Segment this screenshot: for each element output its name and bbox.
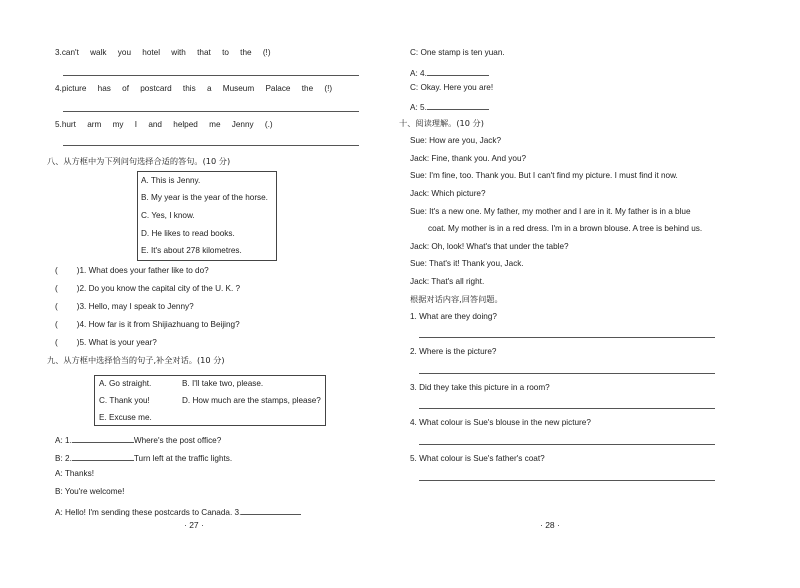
question-row (55, 338, 157, 347)
option-e: E. Excuse me. (99, 413, 152, 422)
answer-paren-open[interactable]: ( (55, 302, 58, 311)
question-text: )5. What is your year? (76, 338, 157, 347)
reading-line: Sue: It's a new one. My father, my mother and I are in it. My father is in a blue (410, 207, 691, 216)
reading-question-4: 4. What colour is Sue's blouse in the new picture? (410, 418, 591, 427)
section-10-title: 十、阅读理解。(10 分) (399, 118, 484, 128)
question-row (55, 320, 240, 329)
reading-line: Jack: That's all right. (410, 277, 485, 286)
reading-question-3: 3. Did they take this picture in a room? (410, 383, 550, 392)
answer-paren-open[interactable]: ( (55, 338, 58, 347)
reading-line: Jack: Oh, look! What's that under the table? (410, 242, 569, 251)
reading-line: Jack: Which picture? (410, 189, 486, 198)
fill-blank-3[interactable] (241, 505, 301, 515)
page-number-right: · 28 · (540, 520, 560, 530)
fill-blank-1[interactable] (72, 433, 134, 443)
dialog-c2: C: Okay. Here you are! (410, 83, 494, 92)
answer-line[interactable] (63, 111, 359, 112)
dialog-line-1: A: 1. Where's the post office? (55, 433, 221, 445)
question-text: )1. What does your father like to do? (76, 266, 209, 275)
dialog-line-2: B: 2. Turn left at the traffic lights. (55, 451, 232, 463)
option-a: A. This is Jenny. (141, 176, 201, 185)
section-8-option-box (137, 171, 277, 261)
option-c: C. Yes, I know. (141, 211, 195, 220)
answer-line[interactable] (63, 75, 359, 76)
option-a: A. Go straight. (99, 379, 152, 388)
page-number-left: · 27 · (184, 520, 204, 530)
reading-line: Jack: Fine, thank you. And you? (410, 154, 527, 163)
reading-question-2: 2. Where is the picture? (410, 347, 497, 356)
reading-line: Sue: That's it! Thank you, Jack. (410, 259, 524, 268)
option-d: D. He likes to read books. (141, 229, 235, 238)
reading-question-5: 5. What colour is Sue's father's coat? (410, 454, 545, 463)
fill-blank-4[interactable] (427, 66, 489, 76)
option-b: B. My year is the year of the horse. (141, 193, 268, 202)
section-9-title: 九、从方框中选择恰当的句子,补全对话。(10 分) (47, 355, 225, 365)
dialog-line-3: A: Thanks! (55, 469, 94, 478)
answer-paren-open[interactable]: ( (55, 266, 58, 275)
option-e: E. It's about 278 kilometres. (141, 246, 242, 255)
option-b: B. I'll take two, please. (182, 379, 264, 388)
q7-item-4: 4.picture has of postcard this a Museum Palace the (!) (55, 84, 333, 93)
answer-line[interactable] (419, 337, 715, 338)
reading-question-1: 1. What are they doing? (410, 312, 497, 321)
option-d: D. How much are the stamps, please? (182, 396, 321, 405)
reading-instruction: 根据对话内容,回答问题。 (410, 294, 503, 304)
answer-line[interactable] (419, 373, 715, 374)
option-c: C. Thank you! (99, 396, 150, 405)
question-row (55, 266, 209, 275)
answer-line[interactable] (419, 408, 715, 409)
reading-line: coat. My mother is in a red dress. I'm in a brown blouse. A tree is behind us. (428, 224, 703, 233)
answer-paren-open[interactable]: ( (55, 320, 58, 329)
question-row (55, 284, 240, 293)
section-9-option-box (94, 375, 326, 426)
question-text: )2. Do you know the capital city of the U. K. ? (76, 284, 241, 293)
reading-line: Sue: How are you, Jack? (410, 136, 502, 145)
answer-paren-open[interactable]: ( (55, 284, 58, 293)
reading-line: Sue: I'm fine, too. Thank you. But I can't find my picture. I must find it now. (410, 171, 678, 180)
fill-blank-5[interactable] (427, 100, 489, 110)
dialog-line-4: B: You're welcome! (55, 487, 125, 496)
q7-item-5: 5.hurt arm my I and helped me Jenny (.) (55, 120, 273, 129)
answer-line[interactable] (419, 480, 715, 481)
dialog-a5: A: 5. (410, 100, 489, 112)
question-row (55, 302, 194, 311)
question-text: )3. Hello, may I speak to Jenny? (76, 302, 194, 311)
q7-item-3: 3.can't walk you hotel with that to the (!) (55, 48, 271, 57)
dialog-a4: A: 4. (410, 66, 489, 78)
section-8-title: 八、从方框中为下列问句选择合适的答句。(10 分) (47, 156, 231, 166)
dialog-line-5: A: Hello! I'm sending these postcards to Canada. 3. (55, 505, 301, 517)
question-text: )4. How far is it from Shijiazhuang to Beijing? (76, 320, 240, 329)
answer-line[interactable] (419, 444, 715, 445)
fill-blank-2[interactable] (72, 451, 134, 461)
dialog-c1: C: One stamp is ten yuan. (410, 48, 505, 57)
answer-line[interactable] (63, 145, 359, 146)
